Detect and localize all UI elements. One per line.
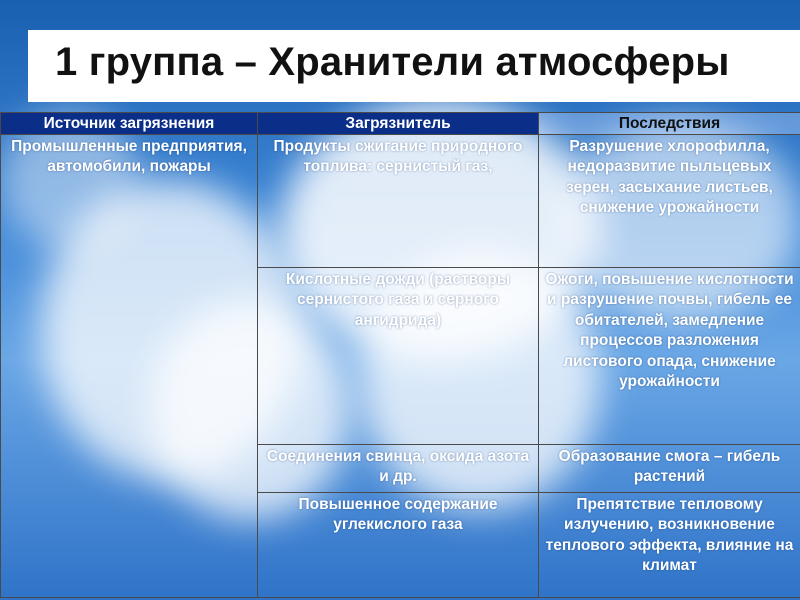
pollution-table xyxy=(0,112,800,598)
consequence-cell: Ожоги, повышение кислотности и разрушение почвы, гибель ее обитателей, замедление процессов разложения листового опада, снижение урожайности xyxy=(539,268,800,445)
table-row xyxy=(1,135,800,268)
pollutant-cell: Повышенное содержание углекислого газа xyxy=(258,493,539,598)
page-title: 1 группа – Хранители атмосферы xyxy=(55,40,730,84)
header-pollutant: Загрязнитель xyxy=(258,113,539,135)
pollutant-cell: Кислотные дожди (растворы сернистого газа и серного ангидрида) xyxy=(258,268,539,445)
consequence-cell: Препятствие тепловому излучению, возникновение теплового эффекта, влияние на климат xyxy=(539,493,800,598)
pollutant-cell: Продукты сжигание природного топлива: сернистый газ, xyxy=(258,135,539,268)
consequence-cell: Разрушение хлорофилла, недоразвитие пыльцевых зерен, засыхание листьев, снижение урожайности xyxy=(539,135,800,268)
source-cell: Промышленные предприятия, автомобили, пожары xyxy=(1,135,258,598)
header-source: Источник загрязнения xyxy=(1,113,258,135)
table-header-row xyxy=(1,113,800,135)
consequence-cell: Образование смога – гибель растений xyxy=(539,445,800,493)
header-consequence: Последствия xyxy=(539,113,800,135)
pollutant-cell: Соединения свинца, оксида азота и др. xyxy=(258,445,539,493)
